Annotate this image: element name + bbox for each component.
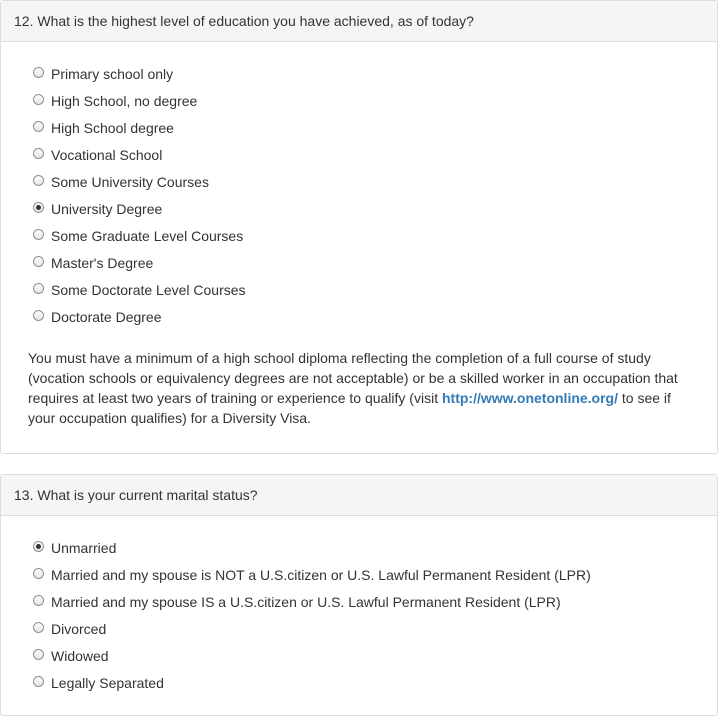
education-option-some-doctorate[interactable] xyxy=(33,276,246,303)
radio-button[interactable] xyxy=(33,175,44,186)
marital-option-unmarried[interactable] xyxy=(33,534,591,561)
marital-option-married-spouse-not-citizen[interactable] xyxy=(33,561,591,588)
marital-option-widowed[interactable] xyxy=(33,642,591,669)
radio-button[interactable] xyxy=(33,94,44,105)
option-label: Married and my spouse is NOT a U.S.citizen or U.S. Lawful Permanent Resident (LPR) xyxy=(51,566,591,583)
option-label: Unmarried xyxy=(51,539,117,556)
option-label: Divorced xyxy=(51,620,107,637)
radio-button[interactable] xyxy=(33,121,44,132)
education-option-university-degree[interactable] xyxy=(33,195,246,222)
option-label: Legally Separated xyxy=(51,674,164,691)
option-label: Some University Courses xyxy=(51,173,209,190)
marital-option-legally-separated[interactable] xyxy=(33,669,591,696)
radio-button[interactable] xyxy=(33,256,44,267)
education-option-doctorate-degree[interactable] xyxy=(33,303,246,330)
marital-status-options xyxy=(33,534,591,696)
option-label: University Degree xyxy=(51,200,163,217)
radio-button[interactable] xyxy=(33,283,44,294)
marital-option-divorced[interactable] xyxy=(33,615,591,642)
education-option-some-university[interactable] xyxy=(33,168,246,195)
option-label: High School degree xyxy=(51,119,174,136)
option-label: Master's Degree xyxy=(51,254,154,271)
option-label: Vocational School xyxy=(51,146,163,163)
option-label: Some Doctorate Level Courses xyxy=(51,281,246,298)
option-label: Doctorate Degree xyxy=(51,308,162,325)
note-text-after: to see if your occupation qualifies) for a Diversity Visa. xyxy=(28,390,671,426)
marital-option-married-spouse-citizen[interactable] xyxy=(33,588,591,615)
option-label: Primary school only xyxy=(51,65,174,82)
radio-button[interactable] xyxy=(33,148,44,159)
radio-button[interactable] xyxy=(33,229,44,240)
education-options xyxy=(33,60,246,330)
marital-status-question-panel xyxy=(0,474,718,716)
radio-button[interactable] xyxy=(33,67,44,78)
education-question-heading: 12. What is the highest level of education you have achieved, as of today? xyxy=(1,1,717,42)
option-label: High School, no degree xyxy=(51,92,198,109)
option-label: Married and my spouse IS a U.S.citizen or U.S. Lawful Permanent Resident (LPR) xyxy=(51,593,561,610)
radio-button[interactable] xyxy=(33,676,44,687)
education-option-some-graduate[interactable] xyxy=(33,222,246,249)
marital-status-question-heading: 13. What is your current marital status? xyxy=(1,475,717,516)
education-option-high-school-no-degree[interactable] xyxy=(33,87,246,114)
radio-button[interactable] xyxy=(33,622,44,633)
option-label: Widowed xyxy=(51,647,109,664)
option-label: Some Graduate Level Courses xyxy=(51,227,244,244)
radio-button[interactable] xyxy=(33,202,44,213)
education-option-masters-degree[interactable] xyxy=(33,249,246,276)
education-requirement-note xyxy=(28,348,698,428)
education-option-primary-school[interactable] xyxy=(33,60,246,87)
radio-button[interactable] xyxy=(33,595,44,606)
radio-button[interactable] xyxy=(33,541,44,552)
onetonline-link[interactable]: http://www.onetonline.org/ xyxy=(441,390,618,406)
education-option-vocational-school[interactable] xyxy=(33,141,246,168)
education-option-high-school-degree[interactable] xyxy=(33,114,246,141)
radio-button[interactable] xyxy=(33,649,44,660)
radio-button[interactable] xyxy=(33,310,44,321)
radio-button[interactable] xyxy=(33,568,44,579)
note-text-before: You must have a minimum of a high school diploma reflecting the completion of a full course of study (vocation schools or equivalency degrees are not acceptable) or be a skilled worker in an occupation that requires at least two years of training or experience to qualify (visit xyxy=(28,350,678,406)
